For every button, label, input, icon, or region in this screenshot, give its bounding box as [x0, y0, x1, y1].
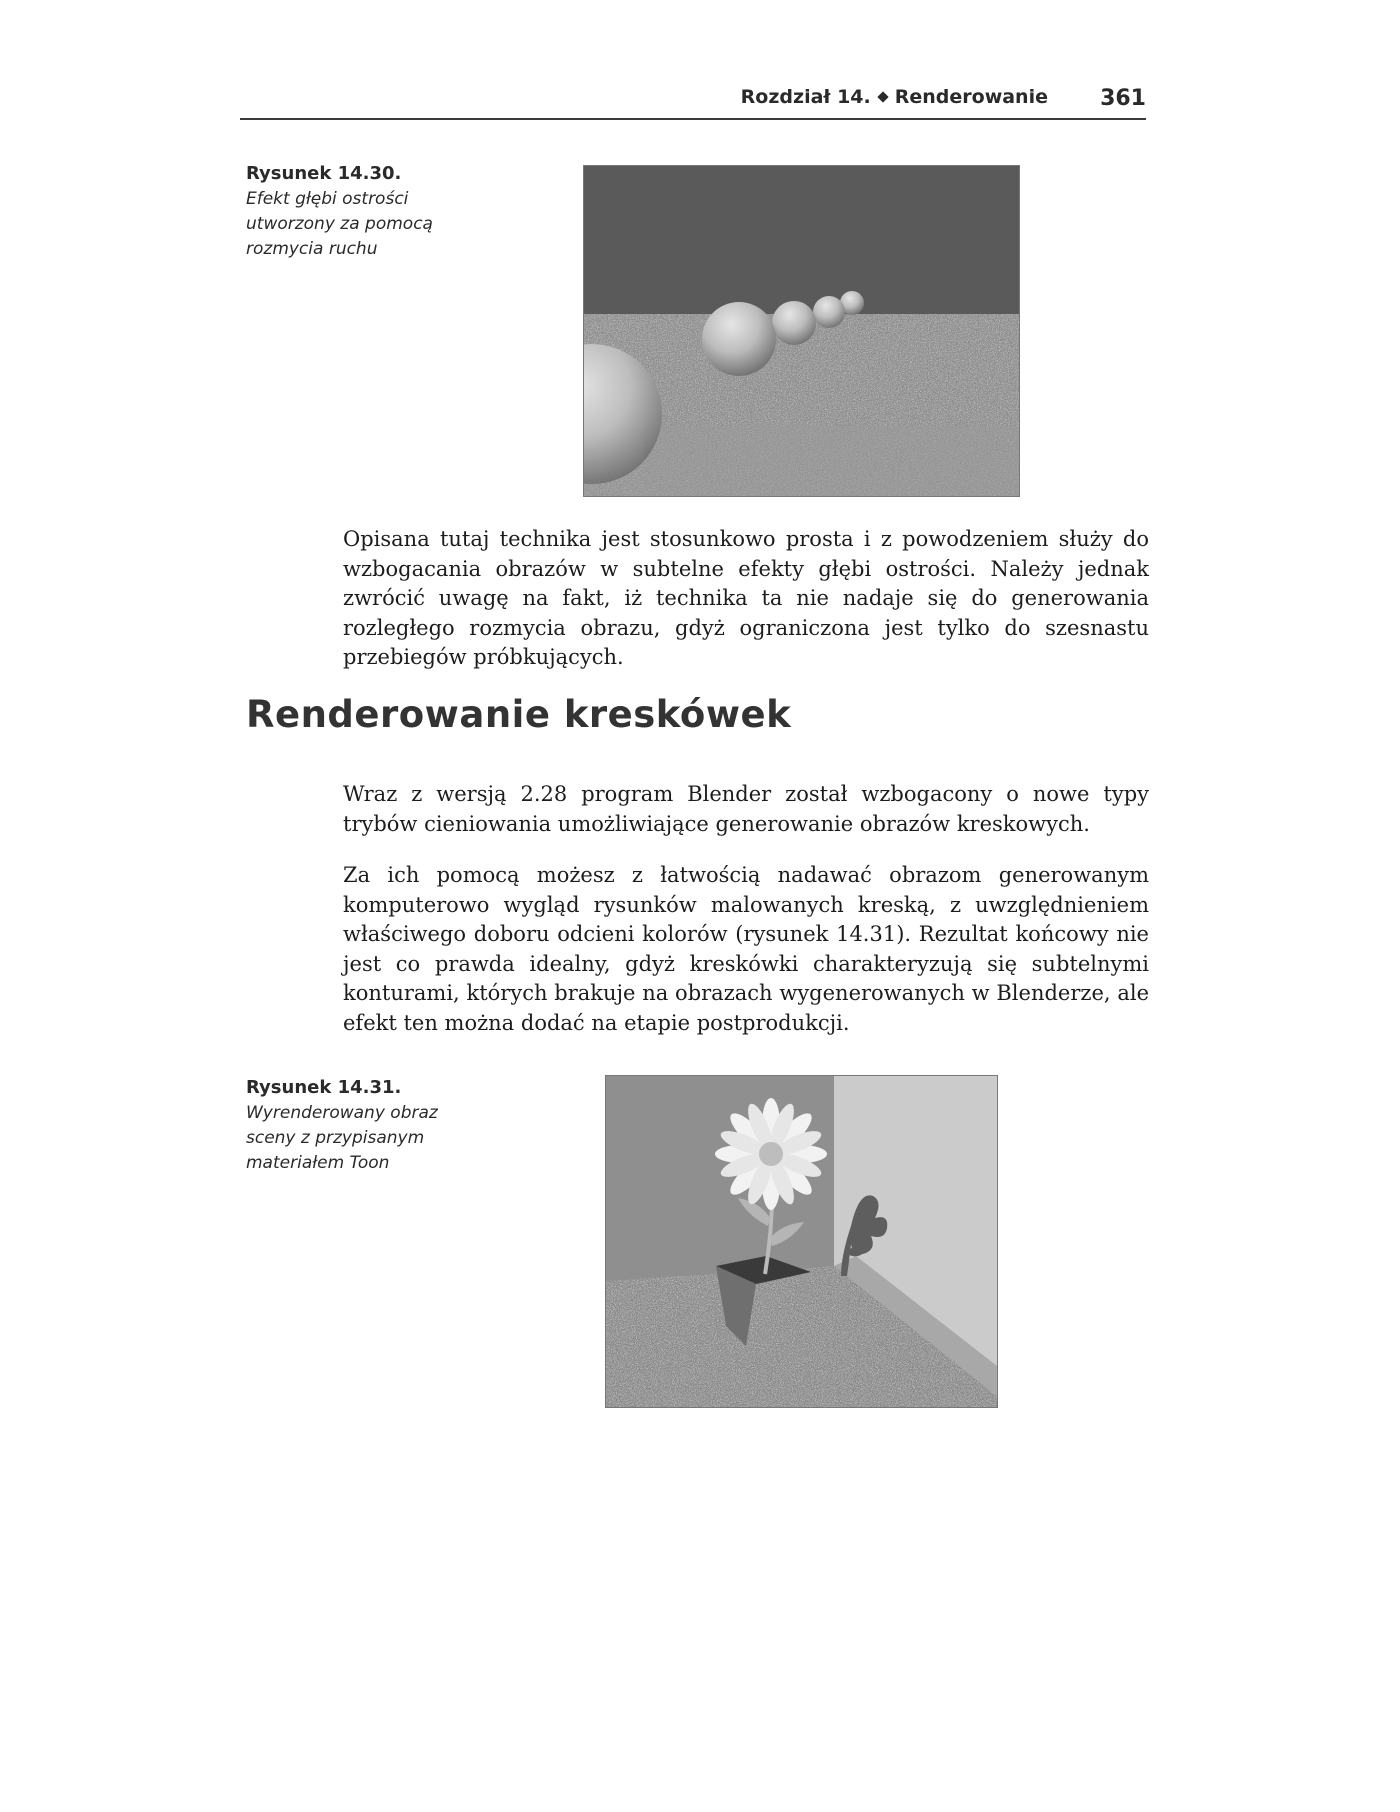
spheres-render-image	[584, 166, 1019, 496]
paragraph-toon-shading: Za ich pomocą możesz z łatwością nadawać obrazom generowanym komputerowo wygląd rysunków malowanych kreską, z uwzględnieniem właściwego doboru odcieni kolorów (rysunek 14.31). Rezultat końcowy nie jest co prawda idealny, gdyż kreskówki charakteryzują się subtelnymi konturami, których brakuje na obrazach wygenerowanych w Blenderze, ale efekt ten można dodać na etapie postprodukcji.	[343, 863, 1149, 1035]
figure-caption-14-30	[246, 163, 446, 262]
chapter-title: Renderowanie	[894, 86, 1048, 108]
figure-caption-text: Wyrenderowany obraz sceny z przypisanym materiałem Toon	[246, 1103, 438, 1173]
running-header	[240, 86, 1146, 116]
figure-label: Rysunek 14.30.	[246, 163, 402, 184]
chapter-number: Rozdział 14.	[740, 86, 871, 108]
paragraph-depth-of-field: Opisana tutaj technika jest stosunkowo prosta i z powodzeniem służy do wzbogacania obrazów w subtelne efekty głębi ostrości. Należy jednak zwrócić uwagę na fakt, iż technika ta nie nadaje się do generowania rozległego rozmycia obrazu, gdyż ograniczona jest tylko do szesnastu przebiegów próbkujących.	[343, 527, 1149, 669]
running-header-chapter	[741, 86, 1048, 108]
figure-toon-render	[605, 1075, 998, 1408]
figure-caption-14-31	[246, 1077, 446, 1176]
header-divider	[240, 118, 1146, 120]
figure-depth-of-field-render	[583, 165, 1020, 497]
diamond-icon	[877, 91, 888, 102]
section-heading: Renderowanie kreskówek	[246, 693, 792, 736]
figure-label: Rysunek 14.31.	[246, 1077, 402, 1098]
flower-toon-render-image	[606, 1076, 997, 1407]
paragraph-blender-version: Wraz z wersją 2.28 program Blender został wzbogacony o nowe typy trybów cieniowania umożliwiające generowanie obrazów kreskowych.	[343, 782, 1149, 836]
page-number: 361	[1100, 86, 1146, 111]
figure-caption-text: Efekt głębi ostrości utworzony za pomocą rozmycia ruchu	[246, 189, 433, 259]
